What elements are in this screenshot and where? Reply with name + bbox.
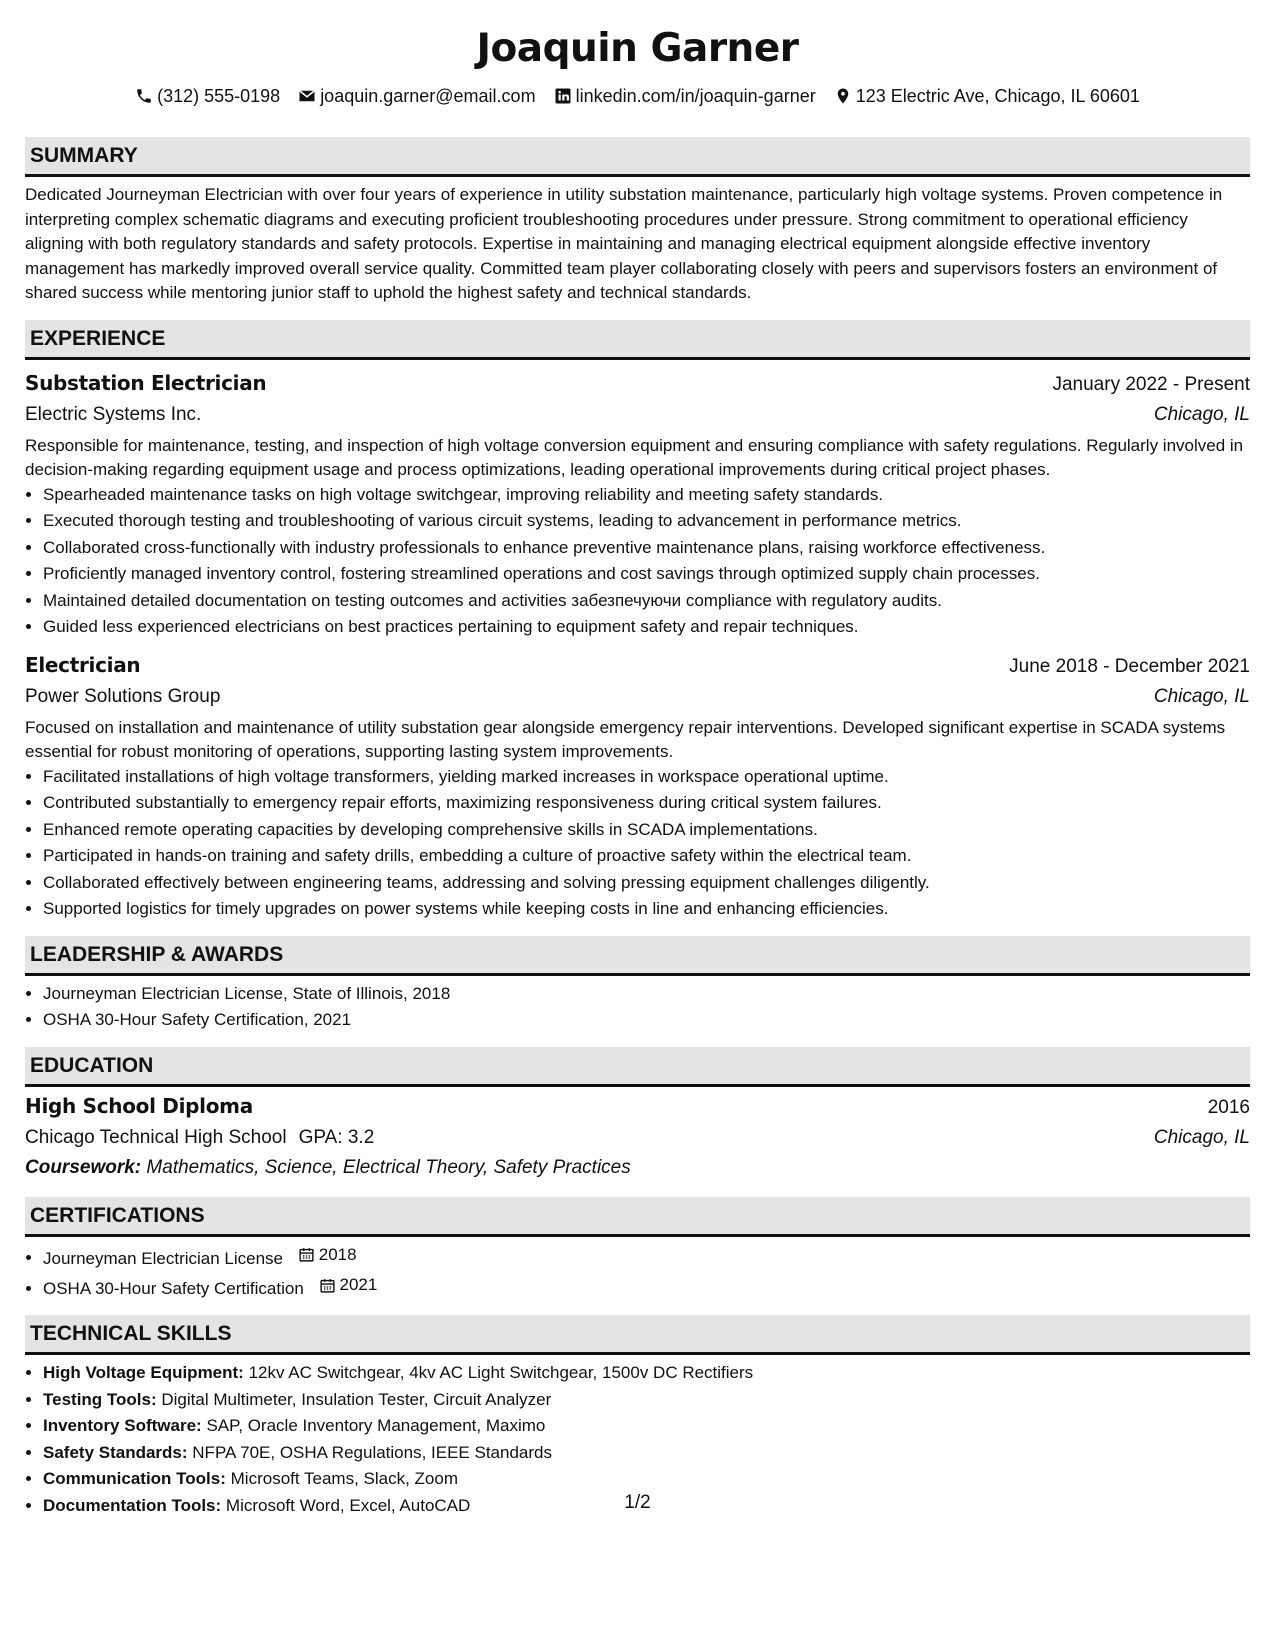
skill-value: NFPA 70E, OSHA Regulations, IEEE Standards [192, 1442, 552, 1462]
address-text: 123 Electric Ave, Chicago, IL 60601 [855, 86, 1140, 106]
certifications-header: CERTIFICATIONS [25, 1197, 1250, 1237]
skill-value: SAP, Oracle Inventory Management, Maximo [206, 1416, 546, 1435]
leadership-section [25, 936, 1250, 1033]
calendar-icon [319, 1277, 336, 1294]
job-bullet: • Contributed substantially to emergency repair efforts, maximizing responsiveness during critical system failures. [43, 791, 1250, 816]
certification-date [319, 1273, 378, 1298]
job-entry [25, 650, 1250, 922]
skill-label: Communication Tools: [43, 1469, 226, 1488]
skill-item [43, 1388, 1250, 1413]
certification-year: 2021 [339, 1274, 378, 1294]
leadership-list [25, 982, 1250, 1033]
certification-year: 2018 [318, 1244, 357, 1264]
job-dates: January 2022 - Present [1052, 373, 1250, 395]
job-dates: June 2018 - December 2021 [1009, 655, 1250, 677]
job-bullet: • Participated in hands-on training and safety drills, embedding a culture of proactive safety within the electrical team. [43, 844, 1250, 869]
job-title: Electrician [25, 652, 141, 677]
job-bullet: • Spearheaded maintenance tasks on high voltage switchgear, improving reliability and meeting safety standards. [43, 483, 1250, 508]
education-section [25, 1047, 1250, 1183]
job-entry [25, 368, 1250, 640]
calendar-icon [298, 1246, 315, 1263]
skill-item [43, 1441, 1250, 1466]
skill-label: Documentation Tools: [43, 1495, 222, 1515]
education-header: EDUCATION [25, 1047, 1250, 1087]
linkedin-icon [554, 87, 572, 105]
skill-item [43, 1467, 1250, 1492]
certification-name: Journeyman Electrician License [43, 1248, 284, 1268]
job-bullet: • Proficiently managed inventory control, fostering streamlined operations and cost savings through optimized supply chain processes. [43, 562, 1250, 587]
job-bullet: • Guided less experienced electricians on best practices pertaining to equipment safety and repair techniques. [43, 615, 1250, 640]
leadership-header: LEADERSHIP & AWARDS [25, 936, 1250, 976]
skill-label: Testing Tools: [43, 1389, 157, 1409]
job-bullet: • Supported logistics for timely upgrades on power systems while keeping costs in line and enhancing efficiencies. [43, 897, 1250, 922]
job-company: Power Solutions Group [25, 685, 221, 707]
degree: High School Diploma [25, 1093, 253, 1118]
skills-section [25, 1315, 1250, 1518]
job-description: Responsible for maintenance, testing, and inspection of high voltage conversion equipment and ensuring compliance with safety regulations. Regularly involved in decision-making regarding equipment usage and process optimizations, leading operational improvements during critical project phases. [25, 435, 1244, 479]
leadership-item: • Journeyman Electrician License, State of Illinois, 2018 [43, 982, 1250, 1007]
envelope-icon [298, 87, 316, 105]
job-location: Chicago, IL [1153, 685, 1250, 707]
contact-phone [135, 84, 280, 108]
certifications-list [25, 1243, 1250, 1302]
contact-linkedin[interactable] [554, 84, 816, 108]
job-bullets [25, 765, 1250, 922]
skill-label: High Voltage Equipment: [43, 1363, 244, 1382]
phone-text: (312) 555-0198 [157, 86, 281, 106]
school-line [25, 1123, 374, 1153]
skill-item [43, 1414, 1250, 1439]
job-bullet: • Executed thorough testing and troubleshooting of various circuit systems, leading to advancement in performance metrics. [43, 509, 1250, 534]
skill-value: Microsoft Word, Excel, AutoCAD [225, 1495, 471, 1515]
map-pin-icon [834, 87, 852, 105]
education-location: Chicago, IL [1153, 1126, 1250, 1148]
job-bullet: • Enhanced remote operating capacities by developing comprehensive skills in SCADA implementations. [43, 818, 1250, 843]
school-name: Chicago Technical High School [25, 1126, 287, 1148]
skill-value: Digital Multimeter, Insulation Tester, Circuit Analyzer [161, 1389, 552, 1409]
linkedin-text[interactable]: linkedin.com/in/joaquin-garner [575, 86, 816, 106]
contact-address [834, 84, 1140, 108]
certification-name: OSHA 30-Hour Safety Certification [43, 1278, 304, 1298]
summary-header: SUMMARY [25, 137, 1250, 177]
skill-item [43, 1361, 1250, 1386]
skill-value: 12kv AC Switchgear, 4kv AC Light Switchgear, 1500v DC Rectifiers [248, 1363, 754, 1382]
job-bullet: • Maintained detailed documentation on testing outcomes and activities забезпечуючи compliance with regulatory audits. [43, 589, 1250, 614]
certification-item [43, 1243, 1250, 1271]
coursework-text: Mathematics, Science, Electrical Theory, Safety Practices [146, 1156, 631, 1178]
job-location: Chicago, IL [1153, 403, 1250, 425]
job-company: Electric Systems Inc. [25, 403, 202, 425]
summary-text: Dedicated Journeyman Electrician with over four years of experience in utility substation maintenance, particularly high voltage systems. Proven competence in interpreting complex schematic diagrams and executing proficient troubleshooting procedures under pressure. Strong commitment to operational efficiency aligning with both regulatory standards and safety protocols. Expertise in maintaining and managing electrical equipment alongside effective inventory management has markedly improved overall service quality. Committed team player collaborating closely with peers and supervisors fosters an environment of shared success while mentoring junior staff to uphold the highest safety and technical standards. [25, 185, 1223, 302]
leadership-item: • OSHA 30-Hour Safety Certification, 2021 [43, 1008, 1250, 1033]
experience-section [25, 320, 1250, 922]
skills-header: TECHNICAL SKILLS [25, 1315, 1250, 1355]
page-number: 1/2 [624, 1492, 651, 1513]
contact-bar [25, 84, 1250, 108]
coursework-label: Coursework: [25, 1156, 142, 1178]
education-year: 2016 [1207, 1096, 1250, 1118]
job-bullet: • Facilitated installations of high voltage transformers, yielding marked increases in workspace operational uptime. [43, 765, 1250, 790]
skill-label: Safety Standards: [43, 1442, 188, 1462]
job-bullet: • Collaborated cross-functionally with industry professionals to enhance preventive maintenance plans, raising workforce effectiveness. [43, 536, 1250, 561]
email-text[interactable]: joaquin.garner@email.com [320, 86, 536, 106]
certification-item [43, 1273, 1250, 1301]
experience-header: EXPERIENCE [25, 320, 1250, 360]
job-description: Focused on installation and maintenance of utility substation gear alongside emergency repair interventions. Developed significant expertise in SCADA systems essential for robust monitoring of operations, supporting lasting system improvements. [25, 717, 1226, 761]
contact-email[interactable] [298, 84, 535, 108]
candidate-name: Joaquin Garner [476, 26, 799, 71]
job-bullets [25, 483, 1250, 640]
coursework-line [25, 1153, 1250, 1183]
gpa: GPA: 3.2 [298, 1126, 375, 1148]
job-title: Substation Electrician [25, 370, 267, 395]
skill-value: Microsoft Teams, Slack, Zoom [230, 1469, 458, 1488]
job-bullet: • Collaborated effectively between engineering teams, addressing and solving pressing equipment challenges diligently. [43, 871, 1250, 896]
certifications-section [25, 1197, 1250, 1302]
certification-date [298, 1243, 357, 1268]
skill-label: Inventory Software: [43, 1416, 202, 1435]
summary-section [25, 137, 1250, 306]
phone-icon [135, 87, 153, 105]
